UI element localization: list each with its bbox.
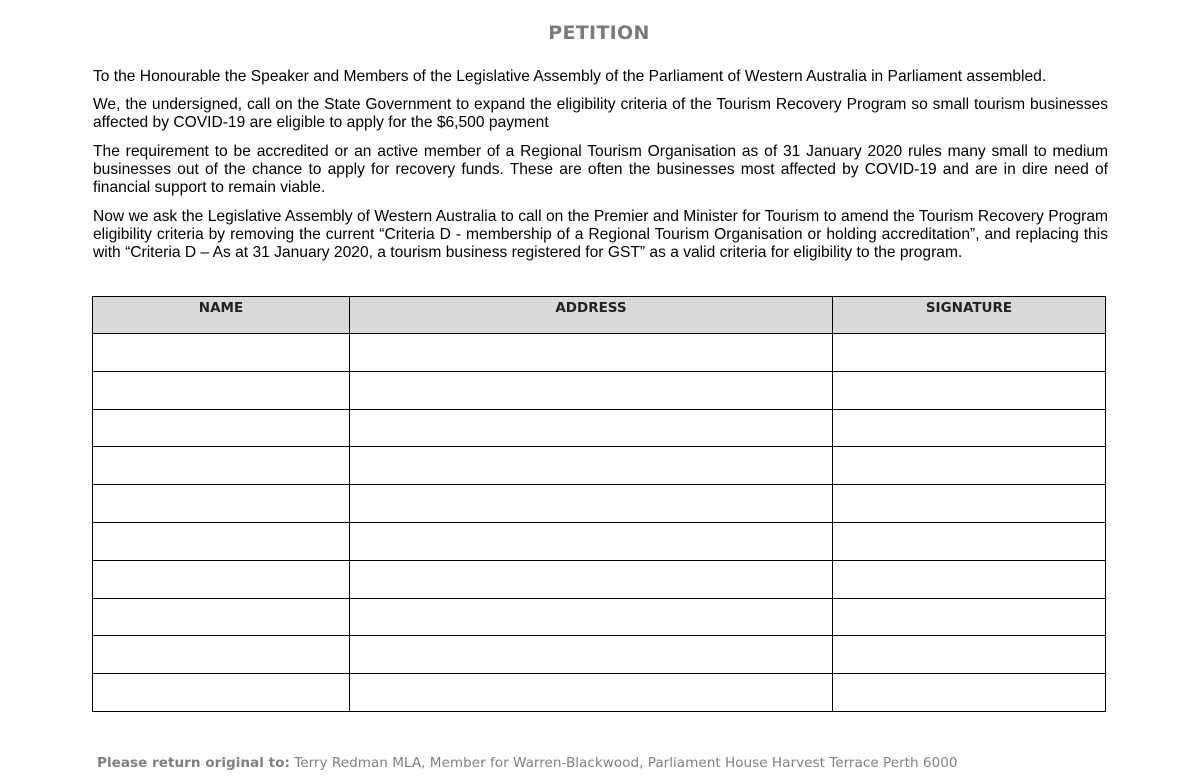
name-cell[interactable] [93, 598, 350, 636]
table-row [93, 409, 1106, 447]
signature-cell[interactable] [833, 598, 1106, 636]
signature-cell[interactable] [833, 674, 1106, 712]
name-cell[interactable] [93, 409, 350, 447]
name-cell[interactable] [93, 447, 350, 485]
table-row [93, 674, 1106, 712]
name-column-header: NAME [93, 297, 350, 334]
address-cell[interactable] [350, 485, 833, 523]
address-paragraph: To the Honourable the Speaker and Members of the Legislative Assembly of the Parliament of Western Australia in Parliament assembled. [93, 68, 1047, 85]
address-cell[interactable] [350, 674, 833, 712]
name-cell[interactable] [93, 522, 350, 560]
table-row [93, 334, 1106, 372]
name-cell[interactable] [93, 485, 350, 523]
signature-cell[interactable] [833, 334, 1106, 372]
address-cell[interactable] [350, 447, 833, 485]
address-cell[interactable] [350, 522, 833, 560]
table-row [93, 598, 1106, 636]
ask-paragraph: Now we ask the Legislative Assembly of Western Australia to call on the Premier and Minister for Tourism to amend the Tourism Recovery Program eligibility criteria by removing the current “Criteria D - membership of a Regional Tourism Organisation or holding accreditation”, and replacing this with “Criteria D – As at 31 January 2020, a tourism business registered for GST” as a valid criteria for eligibility to the program. [93, 208, 1108, 261]
return-instructions [97, 755, 958, 771]
name-cell[interactable] [93, 674, 350, 712]
petition-title: PETITION [548, 22, 650, 44]
name-cell[interactable] [93, 371, 350, 409]
address-cell[interactable] [350, 636, 833, 674]
signature-cell[interactable] [833, 409, 1106, 447]
name-cell[interactable] [93, 334, 350, 372]
signature-column-header: SIGNATURE [833, 297, 1106, 334]
table-row [93, 447, 1106, 485]
signature-cell[interactable] [833, 371, 1106, 409]
petition-body [93, 68, 1108, 273]
return-label: Please return original to: [97, 755, 290, 771]
signature-cell[interactable] [833, 522, 1106, 560]
signature-cell[interactable] [833, 560, 1106, 598]
address-cell[interactable] [350, 371, 833, 409]
table-row [93, 371, 1106, 409]
return-address: Terry Redman MLA, Member for Warren-Blackwood, Parliament House Harvest Terrace Perth 6000 [289, 755, 958, 771]
address-column-header: ADDRESS [350, 297, 833, 334]
signature-table [92, 296, 1106, 712]
request-paragraph: We, the undersigned, call on the State Government to expand the eligibility criteria of the Tourism Recovery Program so small tourism businesses affected by COVID-19 are eligible to apply for the $6,500 payment [93, 96, 1108, 131]
address-cell[interactable] [350, 409, 833, 447]
table-header-row [93, 297, 1106, 334]
table-row [93, 560, 1106, 598]
address-cell[interactable] [350, 560, 833, 598]
table-row [93, 636, 1106, 674]
table-row [93, 485, 1106, 523]
name-cell[interactable] [93, 560, 350, 598]
signature-cell[interactable] [833, 636, 1106, 674]
table-row [93, 522, 1106, 560]
name-cell[interactable] [93, 636, 350, 674]
address-cell[interactable] [350, 334, 833, 372]
signature-cell[interactable] [833, 485, 1106, 523]
signature-cell[interactable] [833, 447, 1106, 485]
requirement-paragraph: The requirement to be accredited or an active member of a Regional Tourism Organisation as of 31 January 2020 rules many small to medium businesses out of the chance to apply for recovery funds. These are often the businesses most affected by COVID-19 and are in dire need of financial support to remain viable. [93, 143, 1108, 196]
address-cell[interactable] [350, 598, 833, 636]
